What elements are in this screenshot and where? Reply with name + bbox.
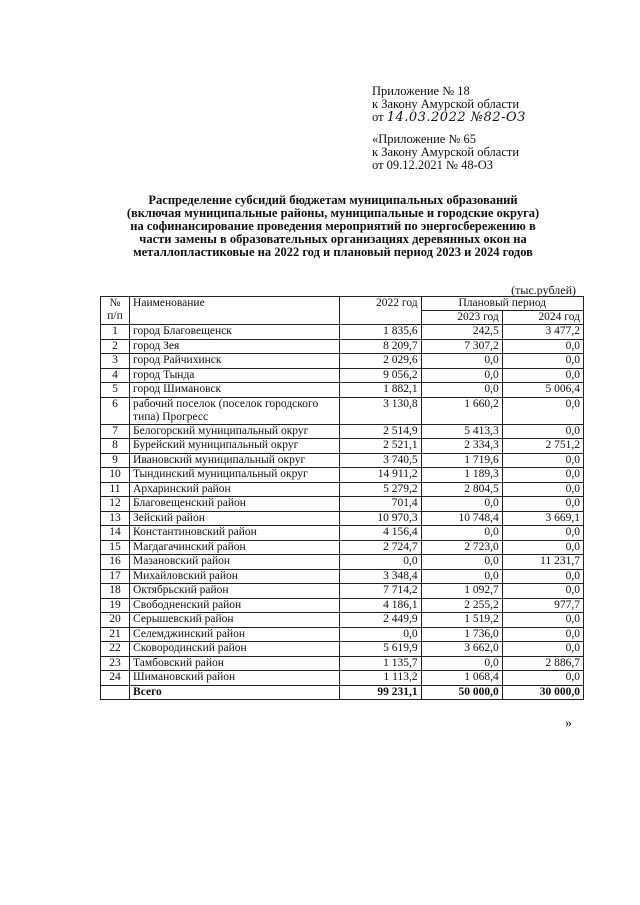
row-name: рабочий поселок (поселок городского типа) Прогресс <box>130 397 340 424</box>
table-row <box>101 497 584 512</box>
row-number: 23 <box>101 656 130 671</box>
row-value-2023: 0,0 <box>421 368 502 383</box>
closing-quote: » <box>565 716 572 731</box>
row-value-2024: 0,0 <box>502 368 583 383</box>
original-appendix-law-ref: к Закону Амурской области <box>372 145 520 159</box>
row-value-2022: 9 056,2 <box>340 368 421 383</box>
row-name: Бурейский муниципальный округ <box>130 439 340 454</box>
row-name: Магдагачинский район <box>130 540 340 555</box>
row-name: Михайловский район <box>130 569 340 584</box>
row-value-2024: 0,0 <box>502 482 583 497</box>
row-value-2022: 7 714,2 <box>340 584 421 599</box>
row-value-2022: 701,4 <box>340 497 421 512</box>
row-value-2023: 2 804,5 <box>421 482 502 497</box>
table-row <box>101 339 584 354</box>
row-number: 20 <box>101 613 130 628</box>
table-row <box>101 453 584 468</box>
row-name: Мазановский район <box>130 555 340 570</box>
row-value-2022: 2 521,1 <box>340 439 421 454</box>
row-value-2023: 0,0 <box>421 526 502 541</box>
row-number: 7 <box>101 424 130 439</box>
table-row <box>101 540 584 555</box>
row-value-2022: 14 911,2 <box>340 468 421 483</box>
row-number: 5 <box>101 383 130 398</box>
row-name: город Тында <box>130 368 340 383</box>
table-row <box>101 354 584 369</box>
row-value-2024: 0,0 <box>502 584 583 599</box>
col-header-number <box>101 297 130 325</box>
appendix-header <box>372 85 526 124</box>
appendix-date-line <box>372 111 526 124</box>
row-value-2022: 3 348,4 <box>340 569 421 584</box>
table-row <box>101 613 584 628</box>
row-name: Сковородинский район <box>130 642 340 657</box>
row-number: 2 <box>101 339 130 354</box>
row-name: Шимановский район <box>130 671 340 686</box>
row-value-2024: 0,0 <box>502 526 583 541</box>
row-name: Архаринский район <box>130 482 340 497</box>
row-value-2024: 977,7 <box>502 598 583 613</box>
row-value-2023: 1 068,4 <box>421 671 502 686</box>
appendix-number: Приложение № 18 <box>372 84 470 98</box>
row-number: 4 <box>101 368 130 383</box>
col-header-2023: 2023 год <box>421 311 502 325</box>
row-name: Белогорский муниципальный округ <box>130 424 340 439</box>
total-label: Всего <box>130 685 340 700</box>
row-value-2024: 0,0 <box>502 397 583 424</box>
table-row <box>101 642 584 657</box>
row-value-2023: 1 660,2 <box>421 397 502 424</box>
title-line: части замены в образовательных организациях деревянных окон на <box>139 232 527 246</box>
row-value-2022: 2 514,9 <box>340 424 421 439</box>
row-number: 6 <box>101 397 130 424</box>
row-value-2023: 5 413,3 <box>421 424 502 439</box>
row-value-2022: 1 882,1 <box>340 383 421 398</box>
table-row <box>101 368 584 383</box>
row-value-2023: 7 307,2 <box>421 339 502 354</box>
row-value-2024: 0,0 <box>502 339 583 354</box>
row-value-2023: 10 748,4 <box>421 511 502 526</box>
row-number: 18 <box>101 584 130 599</box>
table-row <box>101 555 584 570</box>
row-number: 22 <box>101 642 130 657</box>
total-2023: 50 000,0 <box>421 685 502 700</box>
row-value-2022: 0,0 <box>340 555 421 570</box>
total-2022: 99 231,1 <box>340 685 421 700</box>
row-value-2022: 1 835,6 <box>340 325 421 340</box>
row-value-2024: 0,0 <box>502 540 583 555</box>
row-value-2023: 2 723,0 <box>421 540 502 555</box>
row-number: 9 <box>101 453 130 468</box>
table-row <box>101 439 584 454</box>
col-header-name: Наименование <box>130 297 340 325</box>
row-number: 12 <box>101 497 130 512</box>
row-value-2022: 1 113,2 <box>340 671 421 686</box>
row-value-2022: 2 724,7 <box>340 540 421 555</box>
row-value-2022: 10 970,3 <box>340 511 421 526</box>
row-value-2024: 5 006,4 <box>502 383 583 398</box>
row-name: город Шимановск <box>130 383 340 398</box>
row-value-2023: 1 719,6 <box>421 453 502 468</box>
table-row <box>101 598 584 613</box>
row-value-2023: 3 662,0 <box>421 642 502 657</box>
row-number: 10 <box>101 468 130 483</box>
row-value-2024: 2 751,2 <box>502 439 583 454</box>
row-number: 14 <box>101 526 130 541</box>
row-name: Серышевский район <box>130 613 340 628</box>
table-row <box>101 397 584 424</box>
row-value-2024: 11 231,7 <box>502 555 583 570</box>
subsidy-table <box>100 296 584 700</box>
col-header-2022: 2022 год <box>340 297 421 325</box>
row-name: Тындинский муниципальный округ <box>130 468 340 483</box>
row-value-2023: 0,0 <box>421 656 502 671</box>
row-name: Свободненский район <box>130 598 340 613</box>
row-number: 21 <box>101 627 130 642</box>
table-row <box>101 584 584 599</box>
title-line: металлопластиковые на 2022 год и плановый период 2023 и 2024 годов <box>133 245 533 259</box>
row-value-2024: 0,0 <box>502 424 583 439</box>
row-value-2023: 0,0 <box>421 497 502 512</box>
table-row <box>101 325 584 340</box>
row-value-2023: 0,0 <box>421 569 502 584</box>
date-prefix: от <box>372 110 384 124</box>
row-value-2022: 5 279,2 <box>340 482 421 497</box>
row-value-2023: 1 092,7 <box>421 584 502 599</box>
row-value-2024: 0,0 <box>502 468 583 483</box>
row-value-2023: 1 189,3 <box>421 468 502 483</box>
row-name: Селемджинский район <box>130 627 340 642</box>
row-number: 11 <box>101 482 130 497</box>
row-value-2022: 8 209,7 <box>340 339 421 354</box>
appendix-law-ref: к Закону Амурской области <box>372 97 520 111</box>
original-appendix-header <box>372 133 519 172</box>
row-number: 16 <box>101 555 130 570</box>
row-value-2024: 3 477,2 <box>502 325 583 340</box>
table-row <box>101 627 584 642</box>
row-value-2024: 0,0 <box>502 497 583 512</box>
row-value-2023: 2 255,2 <box>421 598 502 613</box>
original-appendix-date: от 09.12.2021 № 48-ОЗ <box>372 158 494 172</box>
row-value-2022: 3 130,8 <box>340 397 421 424</box>
table-row <box>101 383 584 398</box>
row-value-2022: 1 135,7 <box>340 656 421 671</box>
row-name: Благовещенский район <box>130 497 340 512</box>
row-number: 17 <box>101 569 130 584</box>
col-header-2024: 2024 год <box>502 311 583 325</box>
total-number <box>101 685 130 700</box>
table-row <box>101 424 584 439</box>
row-number: 19 <box>101 598 130 613</box>
row-value-2024: 2 886,7 <box>502 656 583 671</box>
row-value-2022: 5 619,9 <box>340 642 421 657</box>
unit-label: (тыс.рублей) <box>511 283 576 297</box>
row-name: Октябрьский район <box>130 584 340 599</box>
row-value-2024: 3 669,1 <box>502 511 583 526</box>
row-value-2023: 0,0 <box>421 354 502 369</box>
row-name: Ивановский муниципальный округ <box>130 453 340 468</box>
total-row <box>101 685 584 700</box>
table-row <box>101 569 584 584</box>
row-number: 24 <box>101 671 130 686</box>
row-number: 13 <box>101 511 130 526</box>
row-value-2023: 0,0 <box>421 555 502 570</box>
table-row <box>101 511 584 526</box>
row-value-2023: 1 736,0 <box>421 627 502 642</box>
row-name: город Зея <box>130 339 340 354</box>
row-value-2024: 0,0 <box>502 354 583 369</box>
row-name: город Благовещенск <box>130 325 340 340</box>
total-2024: 30 000,0 <box>502 685 583 700</box>
row-value-2024: 0,0 <box>502 642 583 657</box>
row-value-2022: 3 740,5 <box>340 453 421 468</box>
row-value-2023: 242,5 <box>421 325 502 340</box>
row-value-2024: 0,0 <box>502 671 583 686</box>
table-row <box>101 482 584 497</box>
row-value-2023: 2 334,3 <box>421 439 502 454</box>
row-value-2022: 4 156,4 <box>340 526 421 541</box>
col-header-planned-period: Плановый период <box>421 297 583 311</box>
handwritten-date-number: 14.03.2022 №82-ОЗ <box>386 110 526 125</box>
header-num-symbol: № <box>109 297 121 309</box>
header-num-abbr: п/п <box>107 310 123 322</box>
row-value-2023: 1 519,2 <box>421 613 502 628</box>
document-title <box>78 194 588 259</box>
row-value-2022: 4 186,1 <box>340 598 421 613</box>
row-name: Тамбовский район <box>130 656 340 671</box>
row-number: 15 <box>101 540 130 555</box>
row-number: 1 <box>101 325 130 340</box>
title-line: (включая муниципальные районы, муниципальные и городские округа) <box>126 206 540 220</box>
row-value-2022: 2 029,6 <box>340 354 421 369</box>
row-value-2022: 2 449,9 <box>340 613 421 628</box>
row-number: 3 <box>101 354 130 369</box>
row-value-2024: 0,0 <box>502 627 583 642</box>
title-line: Распределение субсидий бюджетам муниципальных образований <box>148 193 518 207</box>
row-value-2024: 0,0 <box>502 453 583 468</box>
row-name: Константиновский район <box>130 526 340 541</box>
title-line: на софинансирование проведения мероприятий по энергосбережению в <box>130 219 536 233</box>
row-number: 8 <box>101 439 130 454</box>
row-name: Зейский район <box>130 511 340 526</box>
table-row <box>101 468 584 483</box>
table-row <box>101 671 584 686</box>
row-name: город Райчихинск <box>130 354 340 369</box>
row-value-2024: 0,0 <box>502 613 583 628</box>
row-value-2023: 0,0 <box>421 383 502 398</box>
row-value-2022: 0,0 <box>340 627 421 642</box>
original-appendix-number: «Приложение № 65 <box>372 132 477 146</box>
table-row <box>101 656 584 671</box>
row-value-2024: 0,0 <box>502 569 583 584</box>
table-row <box>101 526 584 541</box>
